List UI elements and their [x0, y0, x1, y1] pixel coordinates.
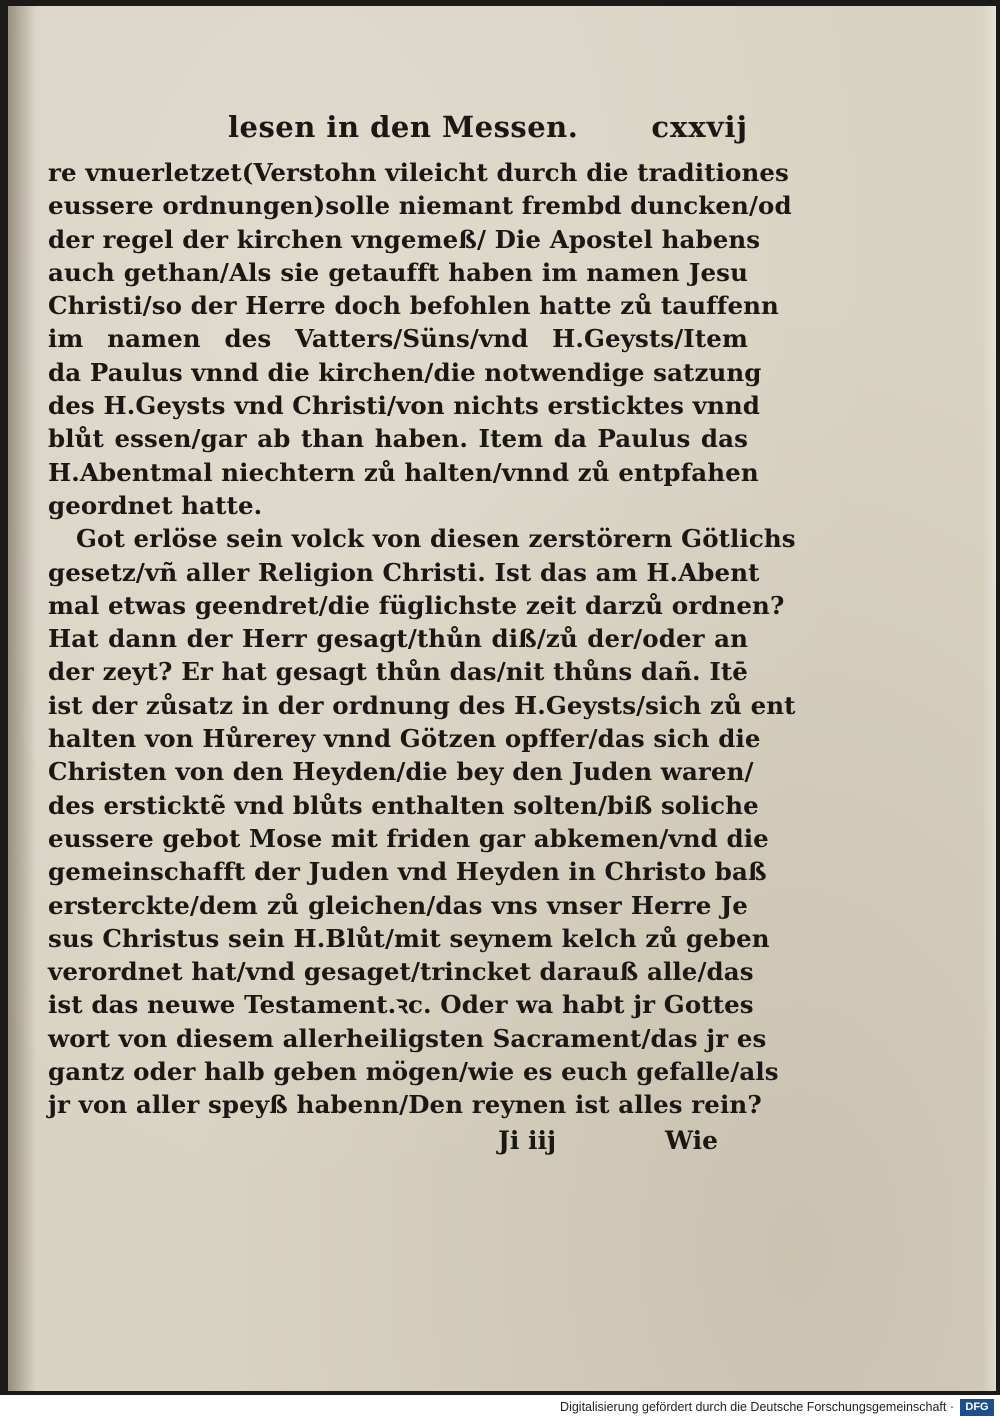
- text-line: verordnet hat/vnd gesaget/trincket darauß alle/das: [48, 957, 754, 987]
- text-line: Hat dann der Herr gesagt/thůn diß/zů der/oder an: [48, 624, 748, 654]
- text-line: eussere gebot Mose mit friden gar abkemen/vnd die: [48, 823, 769, 853]
- text-line: des H.Geysts vnd Christi/von nichts ersticktes vnnd: [48, 391, 761, 421]
- text-block: [48, 106, 796, 1166]
- gutter-shadow: [8, 6, 36, 1391]
- text-line: da Paulus vnnd die kirchen/die notwendige satzung: [48, 357, 762, 387]
- text-line: halten von Hůrerey vnnd Götzen opffer/das sich die: [48, 724, 761, 754]
- text-line: H.Abentmal niechtern zů halten/vnnd zů entpfahen: [48, 457, 759, 487]
- footer-bar: [0, 1395, 1000, 1421]
- text-line: mal etwas geendret/die füglichste zeit darzů ordnen?: [48, 590, 785, 620]
- text-line: re vnuerletzet(Verstohn vileicht durch die traditiones: [48, 158, 789, 187]
- book-page: [8, 6, 996, 1391]
- text-line: wort von diesem allerheiligsten Sacrament/das jr es: [48, 1023, 767, 1053]
- text-line: Christen von den Heyden/die bey den Juden waren/: [48, 757, 754, 787]
- text-line: jr von aller speyß habenn/Den reynen ist alles rein?: [48, 1090, 762, 1120]
- text-line: Got erlöse sein volck von diesen zerstörern Götlichs: [76, 524, 796, 554]
- text-line: blůt essen/gar ab than haben. Item da Paulus das: [48, 424, 748, 454]
- dfg-logo: DFG: [960, 1399, 994, 1416]
- running-head: [48, 106, 748, 156]
- text-line: Christi/so der Herre doch befohlen hatte zů tauffenn: [48, 291, 779, 321]
- text-line: gantz oder halb geben mögen/wie es euch gefalle/als: [48, 1057, 779, 1087]
- signature-mark: Ji iij: [498, 1125, 557, 1155]
- text-line: der zeyt? Er hat gesagt thůn das/nit thůns dañ. Itē: [48, 657, 748, 687]
- page-edge: [982, 6, 996, 1391]
- text-line: des ersticktẽ vnd blůts enthalten solten/biß soliche: [48, 790, 759, 820]
- text-line: im namen des Vatters/Süns/vnd H.Geysts/Item: [48, 324, 748, 354]
- funding-credit: Digitalisierung gefördert durch die Deutsche Forschungsgemeinschaft ·: [560, 1400, 954, 1414]
- text-line: geordnet hatte.: [48, 490, 263, 520]
- text-line: ist das neuwe Testament.ꝛc. Oder wa habt jr Gottes: [48, 990, 754, 1020]
- page-foot: [48, 1126, 748, 1166]
- running-title: lesen in den Messen.: [228, 110, 579, 144]
- folio-number: cxxvij: [651, 110, 748, 144]
- text-line: gemeinschafft der Juden vnd Heyden in Christo baß: [48, 857, 767, 887]
- text-line: gesetz/vñ aller Religion Christi. Ist das am H.Abent: [48, 557, 760, 587]
- text-line: eussere ordnungen)solle niemant frembd duncken/od: [48, 191, 792, 221]
- text-line: ersterckte/dem zů gleichen/das vns vnser Herre Je: [48, 890, 748, 920]
- text-line: ist der zůsatz in der ordnung des H.Geysts/sich zů ent: [48, 690, 796, 720]
- text-line: sus Christus sein H.Blůt/mit seynem kelch zů geben: [48, 923, 770, 953]
- text-line: der regel der kirchen vngemeß/ Die Apostel habens: [48, 224, 761, 254]
- body-text: [48, 156, 796, 1122]
- text-line: auch gethan/Als sie getaufft haben im namen Jesu: [48, 257, 748, 287]
- catchword: Wie: [664, 1125, 718, 1155]
